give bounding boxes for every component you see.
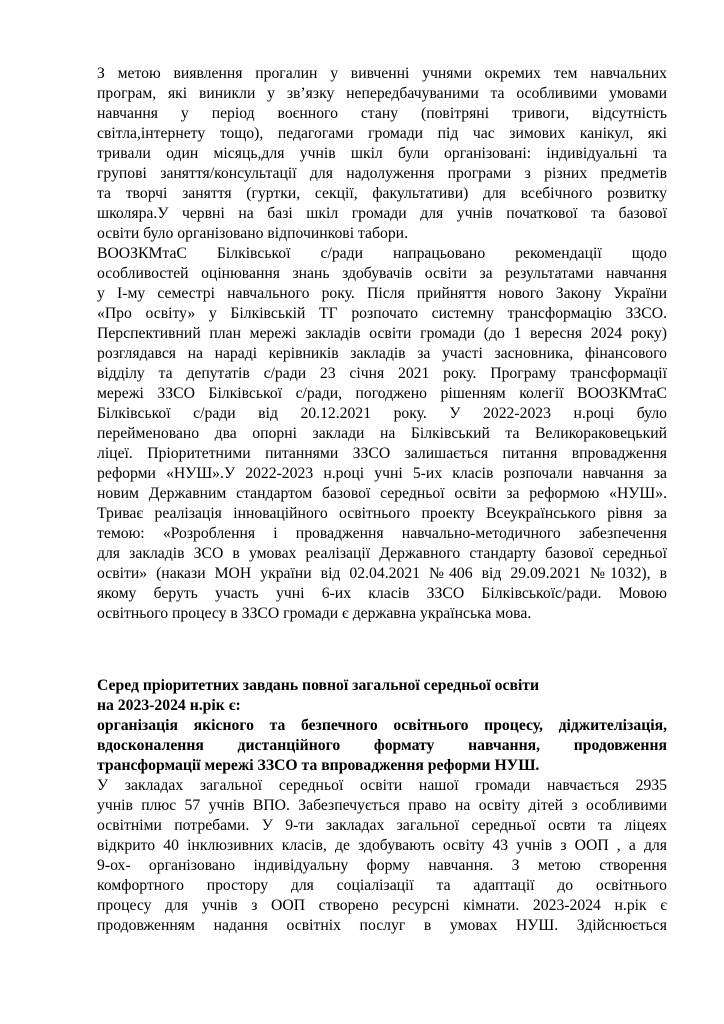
- priorities-heading: [97, 676, 667, 776]
- text-line: мережі ЗЗСО Білківської с/ради, погоджено рішенням колегії ВООЗКМтаС: [97, 385, 667, 402]
- text-line: освітніми потребами. У 9-ти закладах загальної середньої освти та ліцеях: [97, 817, 667, 834]
- text-line: Серед пріоритетних завдань повної загальної середньої освіти: [97, 677, 540, 694]
- text-line: світла,інтернету тощо), педагогами громади під час зимових канікул, які: [97, 125, 667, 142]
- text-line: процесу для учнів з ООП створено ресурсні кімнати. 2023-2024 н.рік є: [97, 897, 667, 914]
- text-line: З метою виявлення прогалин у вивченні учнями окремих тем навчальних: [97, 65, 667, 82]
- text-line: темою: «Розроблення і провадження навчально-методичного забезпечення: [97, 525, 667, 542]
- text-line: та творчі заняття (гуртки, секції, факультативи) для всебічного розвитку: [97, 185, 667, 202]
- text-line: відкрито 40 інклюзивних класів, де здобувають освіту 43 учнів з ООП , а для: [97, 837, 667, 854]
- text-line: розглядався на нараді керівників закладів за участі засновника, фінансового: [97, 345, 667, 362]
- text-line: трансформації мережі ЗЗСО та впровадження реформи НУШ.: [97, 757, 540, 774]
- text-line: навчання у період воєнного стану (повітряні тривоги, відсутність: [97, 105, 667, 122]
- blank-gap: [97, 624, 667, 676]
- text-line: ліцеї. Пріоритетними питаннями ЗЗСО залишається питання впровадження: [97, 445, 667, 462]
- paragraph-transformation-zzso: [97, 244, 667, 624]
- text-line: продовженням надання освітніх послуг в умовах НУШ. Здійснюється: [97, 917, 667, 934]
- text-line: новим Державним стандартом базової середньої освіти за реформою «НУШ».: [97, 485, 667, 502]
- text-line: освіти» (накази МОН україни від 02.04.2021 №406 від 29.09.2021 №1032), в: [97, 565, 667, 582]
- text-line: на 2023-2024 н.рік є:: [97, 697, 241, 714]
- paragraph-gap-recovery: [97, 64, 667, 244]
- text-line: особливостей оцінювання знань здобувачів освіти за результатами навчання: [97, 265, 667, 282]
- text-line: вдосконалення дистанційного формату навчання, продовження: [97, 737, 667, 754]
- text-line: програм, які виникли у зв’язку непередбачуваними та особливими умовами: [97, 85, 667, 102]
- text-line: відділу та депутатів с/ради 23 січня 2021 року. Програму трансформації: [97, 365, 667, 382]
- text-line: ВООЗКМтаС Білківської с/ради напрацьовано рекомендації щодо: [97, 245, 667, 262]
- text-line: школяра.У червні на базі шкіл громади для учнів початкової та базової: [97, 205, 667, 222]
- text-line: групові заняття/консультації для надолуження програми з різних предметів: [97, 165, 667, 182]
- text-body: [97, 64, 667, 936]
- text-line: комфортного простору для соціалізації та адаптації до освітнього: [97, 877, 667, 894]
- text-line: організація якісного та безпечного освітнього процесу, діджителізація,: [97, 717, 667, 734]
- text-line: освітнього процесу в ЗЗСО громади є державна українська мова.: [97, 605, 532, 622]
- text-line: для закладів ЗСО в умовах реалізації Державного стандарту базової середньої: [97, 545, 667, 562]
- text-line: У закладах загальної середньої освіти нашої громади навчається 2935: [97, 777, 667, 794]
- text-line: перейменовано два опорні заклади на Білківський та Великораковецький: [97, 425, 667, 442]
- text-line: реформи «НУШ».У 2022-2023 н.році учні 5-их класів розпочали навчання за: [97, 465, 667, 482]
- text-line: Триває реалізація інноваційного освітнього проекту Всеукраїнського рівня за: [97, 505, 667, 522]
- text-line: 9-ох- організовано індивідуальну форму навчання. З метою створення: [97, 857, 667, 874]
- text-line: у І-му семестрі навчального року. Після прийняття нового Закону України: [97, 285, 667, 302]
- paragraph-nush-school-year: [97, 776, 667, 936]
- text-line: учнів плюс 57 учнів ВПО. Забезпечується право на освіту дітей з особливими: [97, 797, 667, 814]
- text-line: «Про освіту» у Білківській ТГ розпочато системну трансформацію ЗЗСО.: [97, 305, 667, 322]
- text-line: тривали один місяць,для учнів шкіл були організовані: індивідуальні та: [97, 145, 667, 162]
- text-line: Перспективний план мережі закладів освіти громади (до 1 вересня 2024 року): [97, 325, 667, 342]
- text-line: якому беруть участь учні 6-их класів ЗЗСО Білківськоїс/ради. Мовою: [97, 585, 667, 602]
- text-line: Білківської с/ради від 20.12.2021 року. У 2022-2023 н.році було: [97, 405, 667, 422]
- text-line: освіти було організовано відпочинкові табори.: [97, 225, 408, 242]
